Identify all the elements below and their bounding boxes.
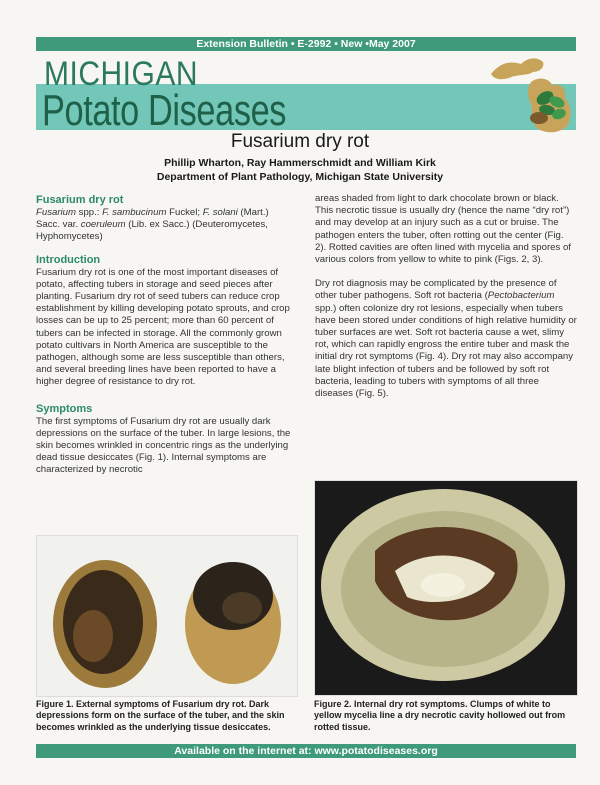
michigan-map-potato-icon [487, 54, 579, 136]
heading-introduction: Introduction [36, 253, 101, 266]
heading-symptoms: Symptoms [36, 402, 93, 415]
authors: Phillip Wharton, Ray Hammerschmidt and William Kirk [164, 157, 436, 169]
figure-2-photo [314, 480, 578, 696]
article-title: Fusarium dry rot [230, 131, 370, 152]
figure-2-caption: Figure 2. Internal dry rot symptoms. Clumps of white to yellow mycelia line a dry necrotic cavity hollowed out from rotted tissue. [314, 699, 566, 732]
michigan-wordmark: MICHIGAN [44, 55, 198, 93]
right-column [315, 193, 577, 400]
authors-block [0, 156, 600, 184]
symptoms-continued: areas shaded from light to dark chocolate brown or black. This necrotic tissue is usually dry (hence the name “dry rot”) and may develop at an injury such as a cut or bruise. The pathogen enters the tuber, often rotting out the center (Fig. 2). Rotted cavities are often lined with mycelia and spores of various colors from yellow to white to pink (Figs. 2, 3). [315, 193, 571, 266]
series-title: Potato Diseases [42, 86, 287, 135]
introduction-text: Fusarium dry rot is one of the most important diseases of potato, affecting tubers in storage and seed pieces after planting. Fusarium dry rot of seed tubers can reduce crop establishment by killing developing potato sprouts, and crop losses can be up to 25 percent; more than 60 percent of tubers can be infected in storage. All the commonly grown potato cultivars in North America are susceptible to the pathogen, although some are less susceptible than others, and several breeding lines have been reported to have a higher degree of resistance to dry rot. [36, 266, 290, 388]
figure-1-caption: Figure 1. External symptoms of Fusarium dry rot. Dark depressions form on the surface of the tuber, and the skin becomes wrinkled as the underlying tissue desiccates. [36, 699, 285, 732]
symptoms-text: The first symptoms of Fusarium dry rot are usually dark depressions on the surface of the tuber. In large lesions, the skin becomes wrinkled in concentric rings as the underlying dead tissue desiccates (Fig. 1). Internal symptoms are characterized by necrotic [36, 415, 291, 476]
heading-fusarium: Fusarium dry rot [36, 194, 124, 206]
department: Department of Plant Pathology, Michigan State University [156, 171, 444, 183]
left-column [36, 193, 291, 477]
taxonomy: Fusarium spp.: F. sambucinum Fuckel; F. solani (Mart.) Sacc. var. coeruleum (Lib. ex Sacc.) (Deuteromycetes, Hyphomycetes) [36, 207, 269, 243]
diagnosis-text: Dry rot diagnosis may be complicated by the presence of other tuber pathogens. Soft rot bacteria (Pectobacterium spp.) often colonize dry rot lesions, especially when tubers have been stored under conditions of high relative humidity or tuber surfaces are wet. Soft rot bacteria cause a wet, slimy rot, which can rapidly engross the entire tuber and mask the initial dry rot symptoms (Fig. 4). Dry rot may also accompany late blight infection of tubers and be followed by soft rot bacteria, leading to tubers with symptoms of all three diseases (Fig. 5). [315, 278, 577, 400]
footer-bar: Available on the internet at: www.potatodiseases.org [36, 744, 576, 758]
bulletin-bar: Extension Bulletin • E-2992 • New •May 2007 [36, 37, 576, 51]
figure-1-photo [36, 535, 298, 697]
